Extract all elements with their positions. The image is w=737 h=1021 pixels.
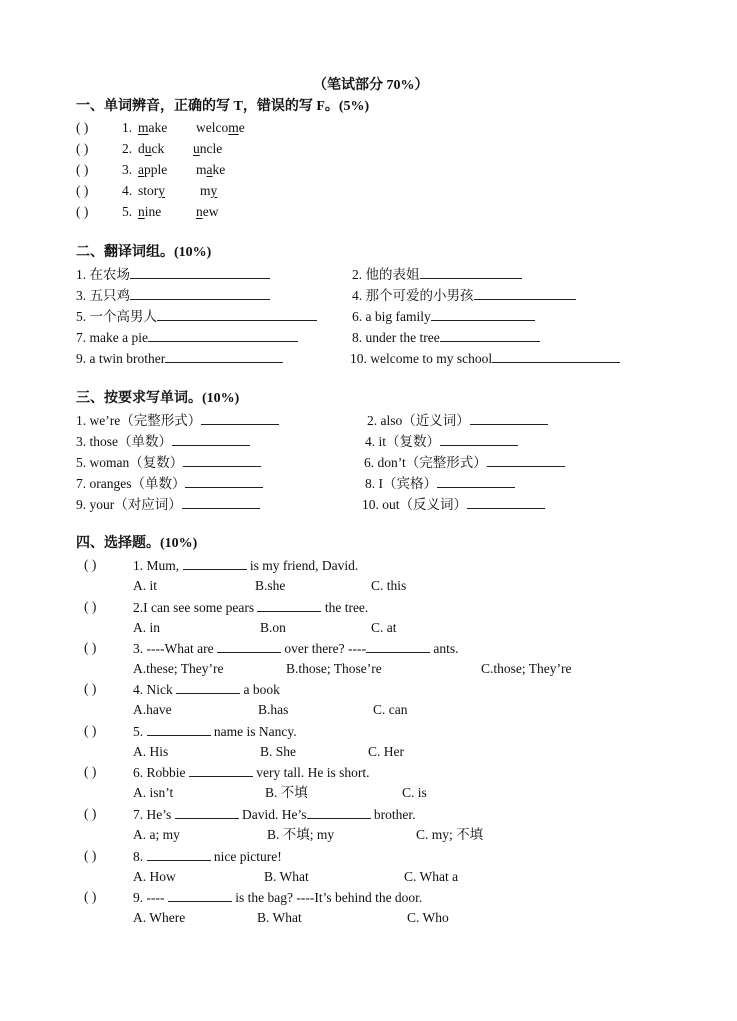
answer-paren: ( ) [76, 183, 89, 198]
option-choice: C. What a [404, 869, 459, 884]
answer-blank[interactable] [130, 265, 270, 279]
word-a-mid: ine [144, 204, 162, 219]
item-number: 3. [122, 162, 133, 177]
question-part: is the bag? ----It’s behind the door. [231, 890, 423, 905]
answer-blank[interactable] [157, 307, 317, 321]
phrase-text: 1. 在农场 [76, 267, 130, 282]
answer-blank[interactable] [183, 453, 261, 467]
phrase-item [76, 328, 298, 346]
question-text [133, 598, 368, 616]
question-part: 7. He’s [133, 807, 175, 822]
word-b-underlined: a [206, 162, 213, 177]
answer-blank[interactable] [176, 680, 240, 694]
phrase-item [352, 265, 522, 283]
question-part: 8. [133, 849, 147, 864]
page-title: （笔试部分 70%） [313, 78, 429, 93]
word-form-item [365, 474, 515, 492]
option-choice: A. a; my [133, 827, 180, 842]
word-b-underlined: m [228, 120, 239, 135]
option-choice: B.has [258, 702, 289, 717]
answer-blank[interactable] [470, 411, 548, 425]
answer-paren: ( ) [84, 848, 97, 863]
question-part: 9. ---- [133, 890, 168, 905]
word-b-post: ew [202, 204, 219, 219]
answer-blank[interactable] [175, 805, 239, 819]
item-number: 4. [122, 183, 133, 198]
word-a [138, 182, 165, 199]
answer-paren: ( ) [76, 204, 89, 219]
answer-blank[interactable] [307, 805, 371, 819]
answer-blank[interactable] [172, 432, 250, 446]
word-form-text: 5. woman（复数） [76, 455, 184, 470]
answer-paren: ( ) [84, 723, 97, 738]
option-choice: A. Where [133, 910, 186, 925]
option-choice: B. What [264, 869, 309, 884]
question-part: 1. Mum, [133, 558, 183, 573]
answer-blank[interactable] [183, 556, 247, 570]
question-part: 3. ----What are [133, 641, 217, 656]
phrase-text: 3. 五只鸡 [76, 288, 130, 303]
word-b-post: e [238, 120, 245, 135]
word-a-underlined: n [138, 204, 145, 219]
option-choice: C. Who [407, 910, 449, 925]
answer-blank[interactable] [474, 286, 576, 300]
word-b-pre: welco [196, 120, 229, 135]
word-form-item [364, 453, 565, 471]
question-part: nice picture! [210, 849, 282, 864]
word-b-pre: m [200, 183, 211, 198]
word-a-mid: pple [144, 162, 168, 177]
word-b-post: ke [212, 162, 226, 177]
answer-paren: ( ) [76, 162, 89, 177]
answer-paren: ( ) [84, 681, 97, 696]
answer-blank[interactable] [487, 453, 565, 467]
word-form-item [76, 411, 279, 429]
option-choice: B. 不填; my [267, 827, 335, 842]
word-form-item [76, 495, 260, 513]
answer-paren: ( ) [84, 889, 97, 904]
question-text [133, 680, 280, 698]
option-choice: B.those; Those’re [286, 661, 382, 676]
answer-paren: ( ) [76, 141, 89, 156]
word-form-item [365, 432, 518, 450]
word-b-post: ncle [199, 141, 223, 156]
word-b-underlined: n [196, 204, 203, 219]
option-choice: A. How [133, 869, 176, 884]
word-form-item [367, 411, 548, 429]
word-form-item [76, 453, 261, 471]
word-form-text: 7. oranges（单数） [76, 476, 186, 491]
option-choice: A. isn’t [133, 785, 174, 800]
option-choice: A. in [133, 620, 160, 635]
answer-blank[interactable] [431, 307, 535, 321]
word-a-underlined: u [144, 141, 152, 156]
word-form-text: 9. your（对应词） [76, 497, 182, 512]
word-a [138, 203, 161, 220]
question-part: a book [240, 682, 280, 697]
option-choice: B.she [255, 578, 286, 593]
section-4-heading: 四、选择题。(10%) [76, 536, 198, 551]
word-a [138, 119, 167, 136]
item-number: 5. [122, 204, 133, 219]
word-b-pre: m [196, 162, 207, 177]
question-text [133, 847, 282, 865]
word-form-item [76, 474, 263, 492]
option-choice: A. it [133, 578, 158, 593]
answer-blank[interactable] [189, 763, 253, 777]
phrase-item [350, 349, 620, 367]
word-b [200, 182, 217, 199]
word-a-pre: stor [138, 183, 159, 198]
word-form-item [362, 495, 545, 513]
question-part: brother. [370, 807, 416, 822]
question-part: very tall. He is short. [252, 765, 370, 780]
question-part: 2.I can see some pears [133, 600, 258, 615]
word-form-item [76, 432, 250, 450]
answer-paren: ( ) [84, 557, 97, 572]
answer-blank[interactable] [147, 847, 211, 861]
word-a-underlined: y [158, 183, 165, 198]
option-choice: C. my; 不填 [416, 827, 484, 842]
phrase-item [76, 286, 270, 304]
phrase-text: 10. welcome to my school [350, 351, 493, 366]
word-b [196, 203, 219, 220]
word-form-text: 6. don’t（完整形式） [364, 455, 487, 470]
word-b-underlined: u [193, 141, 200, 156]
phrase-text: 9. a twin brother [76, 351, 166, 366]
word-form-text: 10. out（反义词） [362, 497, 468, 512]
item-number: 1. [122, 120, 133, 135]
option-choice: B. She [260, 744, 297, 759]
answer-blank[interactable] [217, 639, 281, 653]
option-choice: C. this [371, 578, 407, 593]
word-a-post: ke [154, 120, 168, 135]
option-choice: B. What [257, 910, 302, 925]
option-choice: A.these; They’re [133, 661, 224, 676]
answer-blank[interactable] [182, 495, 260, 509]
answer-blank[interactable] [257, 598, 321, 612]
option-choice: A. His [133, 744, 169, 759]
word-form-text: 4. it（复数） [365, 434, 441, 449]
question-part: 5. [133, 724, 147, 739]
phrase-item [352, 328, 540, 346]
answer-blank[interactable] [437, 474, 515, 488]
option-choice: C. Her [368, 744, 404, 759]
question-text [133, 805, 416, 823]
answer-blank[interactable] [130, 286, 270, 300]
answer-blank[interactable] [168, 888, 232, 902]
question-part: 4. Nick [133, 682, 177, 697]
word-form-text: 8. I（宾格） [365, 476, 437, 491]
option-choice: C. is [402, 785, 427, 800]
word-a-pre: d [138, 141, 145, 156]
option-choice: B.on [260, 620, 286, 635]
question-part: the tree. [321, 600, 369, 615]
question-text [133, 722, 297, 740]
word-a [138, 161, 167, 178]
option-choice: C. at [371, 620, 397, 635]
section-3-heading: 三、按要求写单词。(10%) [76, 391, 240, 406]
question-part: David. He’s [238, 807, 307, 822]
phrase-text: 8. under the tree [352, 330, 440, 345]
section-2-heading: 二、翻译词组。(10%) [76, 245, 212, 260]
word-b-underlined: y [210, 183, 218, 198]
word-a-mid: a [148, 120, 155, 135]
section-1-heading: 一、单词辨音，正确的写 T，错误的写 F。(5%) [76, 99, 370, 114]
question-text [133, 888, 422, 906]
word-a-underlined: m [138, 120, 149, 135]
answer-blank[interactable] [366, 639, 430, 653]
option-choice: A.have [133, 702, 172, 717]
question-part: is my friend, David. [246, 558, 359, 573]
answer-blank[interactable] [492, 349, 620, 363]
phrase-item [76, 307, 317, 325]
answer-blank[interactable] [201, 411, 279, 425]
question-part: name is Nancy. [210, 724, 297, 739]
option-choice: C. can [373, 702, 408, 717]
question-part: 6. Robbie [133, 765, 189, 780]
option-choice: C.those; They’re [481, 661, 572, 676]
answer-blank[interactable] [420, 265, 522, 279]
question-part: over there? ---- [280, 641, 367, 656]
question-text [133, 763, 369, 781]
answer-blank[interactable] [147, 722, 211, 736]
word-b [196, 119, 245, 136]
answer-blank[interactable] [165, 349, 283, 363]
answer-paren: ( ) [84, 764, 97, 779]
question-text [133, 556, 358, 574]
word-a-underlined: a [138, 162, 144, 177]
answer-blank[interactable] [440, 432, 518, 446]
phrase-item [76, 349, 283, 367]
answer-paren: ( ) [84, 806, 97, 821]
answer-paren: ( ) [84, 640, 97, 655]
word-form-text: 2. also（近义词） [367, 413, 470, 428]
word-b [193, 140, 222, 157]
phrase-text: 7. make a pie [76, 330, 148, 345]
word-b [196, 161, 225, 178]
answer-blank[interactable] [467, 495, 545, 509]
word-form-text: 1. we’re（完整形式） [76, 413, 202, 428]
answer-blank[interactable] [440, 328, 540, 342]
phrase-item [352, 286, 576, 304]
phrase-text: 2. 他的表姐 [352, 267, 420, 282]
answer-paren: ( ) [84, 599, 97, 614]
word-a-mid: ck [151, 141, 165, 156]
word-form-text: 3. those（单数） [76, 434, 172, 449]
question-part: ants. [430, 641, 459, 656]
phrase-item [76, 265, 270, 283]
word-a [138, 140, 164, 157]
item-number: 2. [122, 141, 133, 156]
phrase-text: 6. a big family [352, 309, 431, 324]
phrase-text: 5. 一个高男人 [76, 309, 157, 324]
phrase-item [352, 307, 535, 325]
option-choice: B. 不填 [265, 785, 308, 800]
phrase-text: 4. 那个可爱的小男孩 [352, 288, 474, 303]
answer-blank[interactable] [185, 474, 263, 488]
question-text [133, 639, 459, 657]
answer-blank[interactable] [148, 328, 298, 342]
answer-paren: ( ) [76, 120, 89, 135]
